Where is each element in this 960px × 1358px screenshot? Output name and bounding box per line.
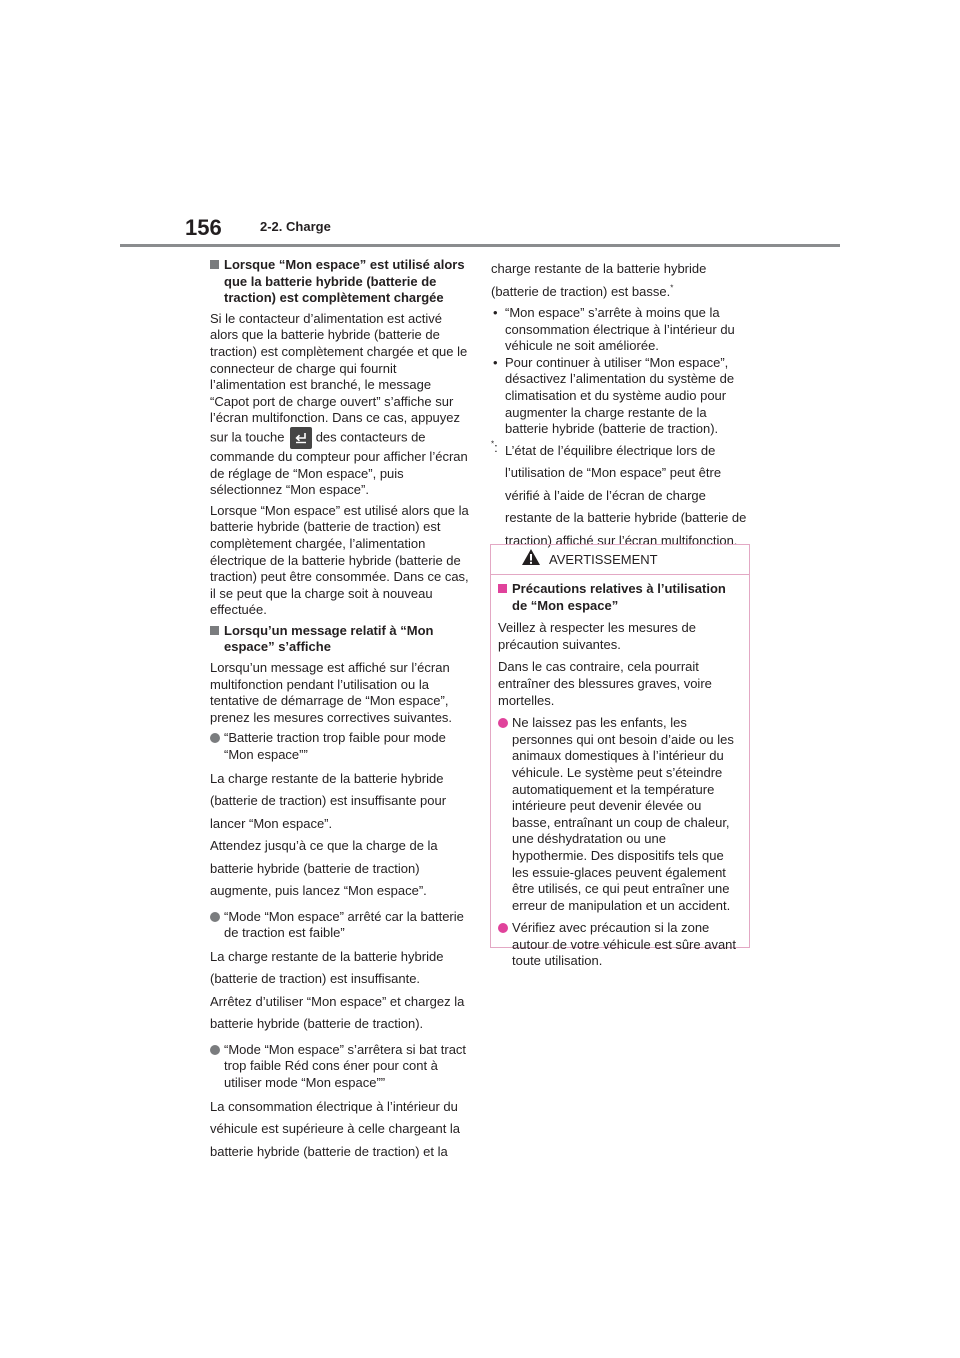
dot-bullet-icon: • [493, 305, 498, 320]
back-arrow-svg [293, 431, 309, 445]
warning-body [491, 575, 749, 970]
warning-subheading [498, 581, 742, 614]
paragraph: Lorsqu’un message est affiché sur l’écran multifonction pendant l’utilisation ou la tentative de démarrage de “Mon espace”, prenez les mesures correctives suivantes. [210, 660, 453, 725]
paragraph-continued [491, 258, 753, 303]
circle-bullet-icon [498, 923, 508, 933]
warning-box [490, 544, 750, 969]
subheading-text: Précautions relatives à l’utilisation de “Mon espace” [512, 581, 726, 613]
square-bullet-icon [498, 584, 507, 593]
message-text: “Batterie traction trop faible pour mode “Mon espace”” [224, 730, 446, 763]
list-item-text: Pour continuer à utiliser “Mon espace”, désactivez l’alimentation du système de climatisation et du système audio pour augmenter la charge restante de la batterie hybride (batterie de traction). [505, 354, 735, 437]
warning-title: AVERTISSEMENT [549, 552, 658, 567]
paragraph: La consommation électrique à l’intérieur du véhicule est supérieure à celle chargeant la batterie hybride (batterie de traction) et la [210, 1098, 461, 1159]
circle-bullet-icon [498, 718, 508, 728]
paragraph: Veillez à respecter les mesures de précaution suivantes. [498, 620, 696, 652]
square-bullet-icon [210, 260, 219, 269]
circle-bullet-icon [210, 912, 220, 922]
subheading-message [210, 623, 472, 656]
paragraph: Lorsque “Mon espace” est utilisé alors que la batterie hybride (batterie de traction) est complètement chargée, l’alimentation électrique de la batterie hybride (batterie de traction) peut être consommée. Dans ce cas, il se peut que la charge soit à nouveau effectuée. [210, 502, 469, 618]
section-title: 2-2. Charge [260, 219, 331, 234]
paragraph-text: Si le contacteur d’alimentation est activé alors que la batterie hybride (batterie de traction) est complètement chargée et que le connecteur de charge qui fournit l’alimentation est branché, le message “Capot port de charge ouvert” s’affiche sur l’écran multifonction. Dans ce cas, appuyez sur la touche [210, 310, 468, 445]
circle-bullet-icon [210, 733, 220, 743]
header-rule [120, 244, 840, 247]
paragraph: Dans le cas contraire, cela pourrait entraîner des blessures graves, voire mortelles. [498, 659, 712, 708]
message-text: “Mode “Mon espace” arrêté car la batterie de traction est faible” [224, 908, 464, 941]
message-item [210, 730, 472, 763]
message-item [210, 1042, 472, 1092]
back-arrow-icon [290, 427, 312, 449]
subheading-text: Lorsqu’un message relatif à “Mon espace” s’affiche [224, 622, 434, 655]
paragraph: La charge restante de la batterie hybride (batterie de traction) est insuffisante pour lancer “Mon espace”. [210, 770, 447, 831]
paragraph-text: des contacteurs de commande du compteur pour afficher l’écran de réglage de “Mon espace”, puis sélectionnez “Mon espace”. [210, 429, 468, 498]
list-item [491, 355, 753, 438]
warning-item-text: Vérifiez avec précaution si la zone autour de votre véhicule est sûre avant toute utilisation. [512, 920, 737, 969]
page-number: 156 [185, 215, 222, 240]
warning-header [491, 545, 749, 575]
paragraph: Attendez jusqu’à ce que la charge de la batterie hybride (batterie de traction) augmente, puis lancez “Mon espace”. [210, 838, 438, 899]
footnote-label: *: [491, 439, 498, 455]
footnote-text: L’état de l’équilibre électrique lors de l’utilisation de “Mon espace” peut être vérifié à l’aide de l’écran de charge restante de la batterie hybride (batterie de traction) affiché sur l’écran multifonction. [505, 442, 747, 548]
warning-triangle-icon [521, 548, 541, 571]
paragraph-text: charge restante de la batterie hybride (batterie de traction) est basse. [491, 261, 707, 299]
footnote-marker: * [670, 283, 674, 293]
dot-bullet-icon: • [493, 354, 498, 370]
footnote [491, 440, 753, 553]
circle-bullet-icon [210, 1045, 220, 1055]
list-item-text: “Mon espace” s’arrête à moins que la consommation électrique à l’intérieur du véhicule ne soit améliorée. [505, 305, 735, 354]
bullet-list [491, 305, 753, 438]
paragraph: La charge restante de la batterie hybride (batterie de traction) est insuffisante. [210, 948, 444, 987]
warning-item [498, 715, 742, 914]
warning-item [498, 920, 742, 970]
warning-item-text: Ne laissez pas les enfants, les personnes qui ont besoin d’aide ou les animaux domestiques à l’intérieur du véhicule. Le système peut s’éteindre automatiquement et la température intérieure peut devenir élevée ou basse, entraînant un coup de chaleur, une déshydratation ou une hypothermie. Des dispositifs tels que les essuie-glaces peuvent également être utilisés, ce qui peut entraîner une erreur de manipulation et un accident. [512, 715, 734, 913]
paragraph: Arrêtez d’utiliser “Mon espace” et chargez la batterie hybride (batterie de traction). [210, 993, 465, 1032]
paragraph [210, 311, 472, 499]
right-column [491, 258, 753, 552]
square-bullet-icon [210, 626, 219, 635]
message-item [210, 909, 472, 942]
list-item [491, 305, 753, 355]
subheading-full-charge [210, 257, 472, 307]
message-text: “Mode “Mon espace” s’arrêtera si bat tract trop faible Réd cons éner pour cont à utiliser mode “Mon espace”” [224, 1041, 467, 1090]
subheading-text: Lorsque “Mon espace” est utilisé alors que la batterie hybride (batterie de traction) est complètement chargée [224, 257, 465, 306]
left-column [210, 257, 472, 1163]
